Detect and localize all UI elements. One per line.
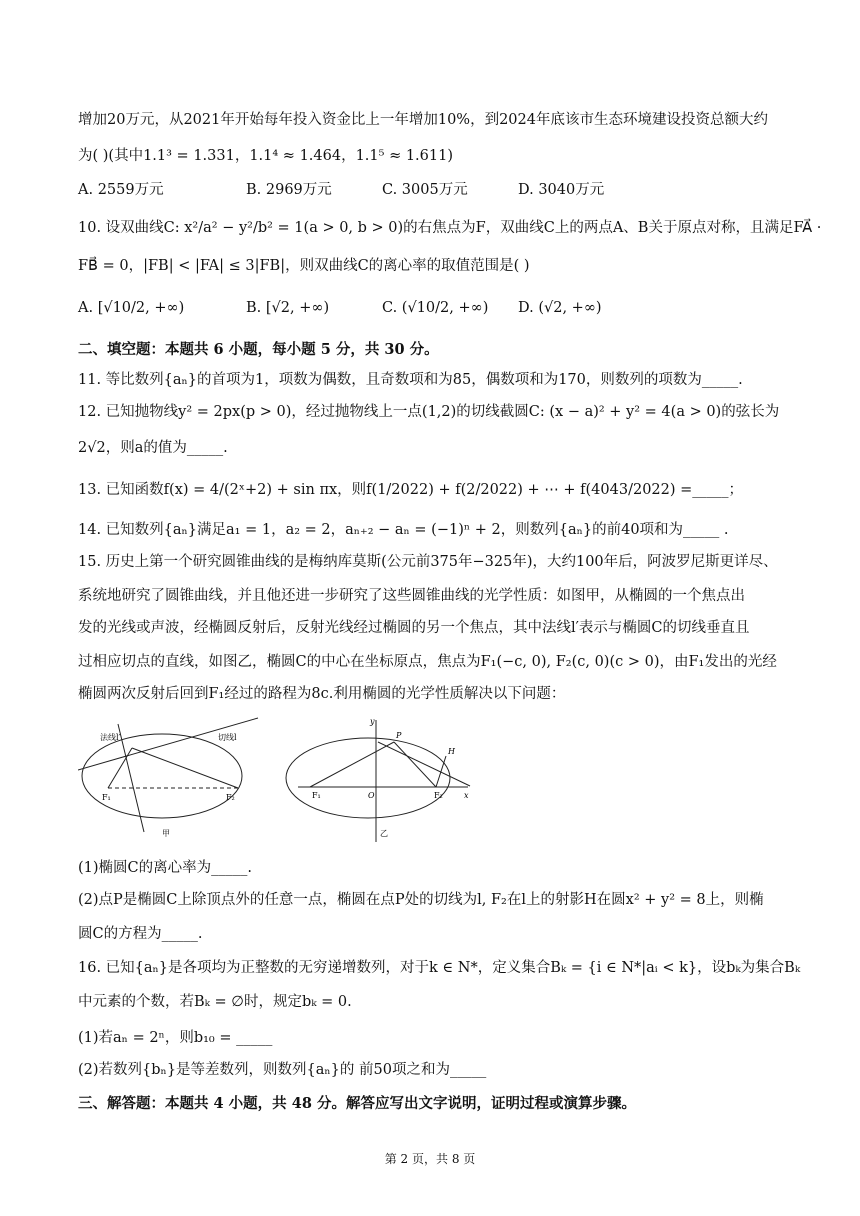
fig1-caption: 甲 bbox=[162, 829, 170, 838]
q9-line2: 为( )(其中1.1³ = 1.331，1.1⁴ ≈ 1.464，1.1⁵ ≈ 1.611) bbox=[78, 148, 453, 164]
section-answer-title: 三、解答题：本题共 4 小题，共 48 分。解答应写出文字说明，证明过程或演算步骤。 bbox=[78, 1095, 636, 1112]
q9-option-c[interactable]: C. 3005万元 bbox=[382, 182, 468, 198]
ellipse-jia bbox=[82, 734, 242, 818]
fig2-p-label: P bbox=[396, 731, 402, 740]
ray-p-f2 bbox=[394, 742, 436, 787]
q10-option-a[interactable]: A. [√10/2, +∞) bbox=[78, 300, 185, 316]
tangent-label: 切线l bbox=[218, 733, 237, 742]
reflected-ray bbox=[132, 748, 238, 788]
fig2-o-label: O bbox=[368, 791, 375, 800]
q15-line3: 发的光线或声波，经椭圆反射后，反射光线经过椭圆的另一个焦点，其中法线l′表示与椭圆C的切线垂直且 bbox=[78, 620, 750, 636]
q16-line1: 16. 已知{aₙ}是各项均为正整数的无穷递增数列，对于k ∈ N*，定义集合Bₖ = {i ∈ N*|aᵢ < k}，设bₖ为集合Bₖ bbox=[78, 960, 801, 976]
tangent-line bbox=[78, 718, 258, 770]
q12-line2: 2√2，则a的值为_____. bbox=[78, 440, 228, 456]
q15-line4: 过相应切点的直线，如图乙，椭圆C的中心在坐标原点，焦点为F₁(−c, 0), F₂(c, 0)(c > 0)，由F₁发出的光经 bbox=[78, 654, 777, 670]
q15-line1: 15. 历史上第一个研究圆锥曲线的是梅纳库莫斯(公元前375年−325年)，大约100年后，阿波罗尼斯更详尽、 bbox=[78, 554, 778, 570]
q12-line1: 12. 已知抛物线y² = 2px(p > 0)，经过抛物线上一点(1,2)的切线截圆C: (x − a)² + y² = 4(a > 0)的弦长为 bbox=[78, 404, 780, 420]
q16-sub2: (2)若数列{bₙ}是等差数列，则数列{aₙ}的 前50项之和为_____ bbox=[78, 1062, 487, 1078]
fig2-x-label: x bbox=[464, 791, 469, 800]
q15-figures bbox=[78, 712, 498, 852]
q10-option-c[interactable]: C. (√10/2, +∞) bbox=[382, 300, 489, 316]
normal-line bbox=[118, 724, 144, 832]
q15-line5: 椭圆两次反射后回到F₁经过的路程为8c.利用椭圆的光学性质解决以下问题： bbox=[78, 686, 566, 702]
q10-option-d[interactable]: D. (√2, +∞) bbox=[518, 300, 602, 316]
ellipse-figures bbox=[78, 712, 498, 852]
page-footer: 第 2 页，共 8 页 bbox=[384, 1152, 476, 1166]
q16-line2: 中元素的个数，若Bₖ = ∅时，规定bₖ = 0. bbox=[78, 994, 352, 1010]
figure-jia bbox=[78, 718, 258, 838]
q15-sub1: (1)椭圆C的离心率为_____. bbox=[78, 860, 252, 876]
q10-line2: FB⃗ = 0，|FB| < |FA| ≤ 3|FB|，则双曲线C的离心率的取值范围是( ) bbox=[78, 258, 530, 274]
q16-sub1: (1)若aₙ = 2ⁿ，则b₁₀ = _____ bbox=[78, 1030, 273, 1046]
q9-line1: 增加20万元，从2021年开始每年投入资金比上一年增加10%，到2024年底该市生态环境建设投资总额大约 bbox=[78, 112, 768, 128]
figure-yi bbox=[286, 717, 470, 842]
q10-line1: 10. 设双曲线C: x²/a² − y²/b² = 1(a > 0, b > 0)的右焦点为F，双曲线C上的两点A、B关于原点对称，且满足FA⃗ · bbox=[78, 220, 822, 236]
q13: 13. 已知函数f(x) = 4/(2ˣ+2) + sin πx，则f(1/2022) + f(2/2022) + ⋯ + f(4043/2022) =_____； bbox=[78, 482, 744, 498]
fig2-y-label: y bbox=[370, 717, 375, 726]
fig2-f2-label: F₂ bbox=[434, 791, 443, 800]
segment-f2-h bbox=[436, 756, 446, 787]
ray-f1-p bbox=[310, 742, 394, 787]
q9-option-b[interactable]: B. 2969万元 bbox=[246, 182, 332, 198]
section-fill-in-title: 二、填空题：本题共 6 小题，每小题 5 分，共 30 分。 bbox=[78, 341, 439, 358]
fig1-f2-label: F₂ bbox=[226, 793, 235, 802]
normal-label: 法线l′ bbox=[100, 733, 121, 742]
q9-option-a[interactable]: A. 2559万元 bbox=[78, 182, 164, 198]
q15-line2: 系统地研究了圆锥曲线，并且他还进一步研究了这些圆锥曲线的光学性质：如图甲，从椭圆的一个焦点出 bbox=[78, 588, 745, 604]
q15-sub2-line1: (2)点P是椭圆C上除顶点外的任意一点，椭圆在点P处的切线为l, F₂在l上的射影H在圆x² + y² = 8上，则椭 bbox=[78, 892, 764, 908]
q15-sub2-line2: 圆C的方程为_____. bbox=[78, 926, 203, 942]
q11: 11. 等比数列{aₙ}的首项为1，项数为偶数，且奇数项和为85，偶数项和为170，则数列的项数为_____. bbox=[78, 372, 743, 388]
ellipse-yi bbox=[286, 738, 450, 818]
q10-option-b[interactable]: B. [√2, +∞) bbox=[246, 300, 330, 316]
fig2-f1-label: F₁ bbox=[312, 791, 321, 800]
fig2-h-label: H bbox=[448, 747, 455, 756]
fig2-caption: 乙 bbox=[380, 829, 388, 838]
fig1-f1-label: F₁ bbox=[102, 793, 111, 802]
q9-option-d[interactable]: D. 3040万元 bbox=[518, 182, 605, 198]
q14: 14. 已知数列{aₙ}满足a₁ = 1，a₂ = 2，aₙ₊₂ − aₙ = (−1)ⁿ + 2，则数列{aₙ}的前40项和为_____ . bbox=[78, 522, 729, 538]
